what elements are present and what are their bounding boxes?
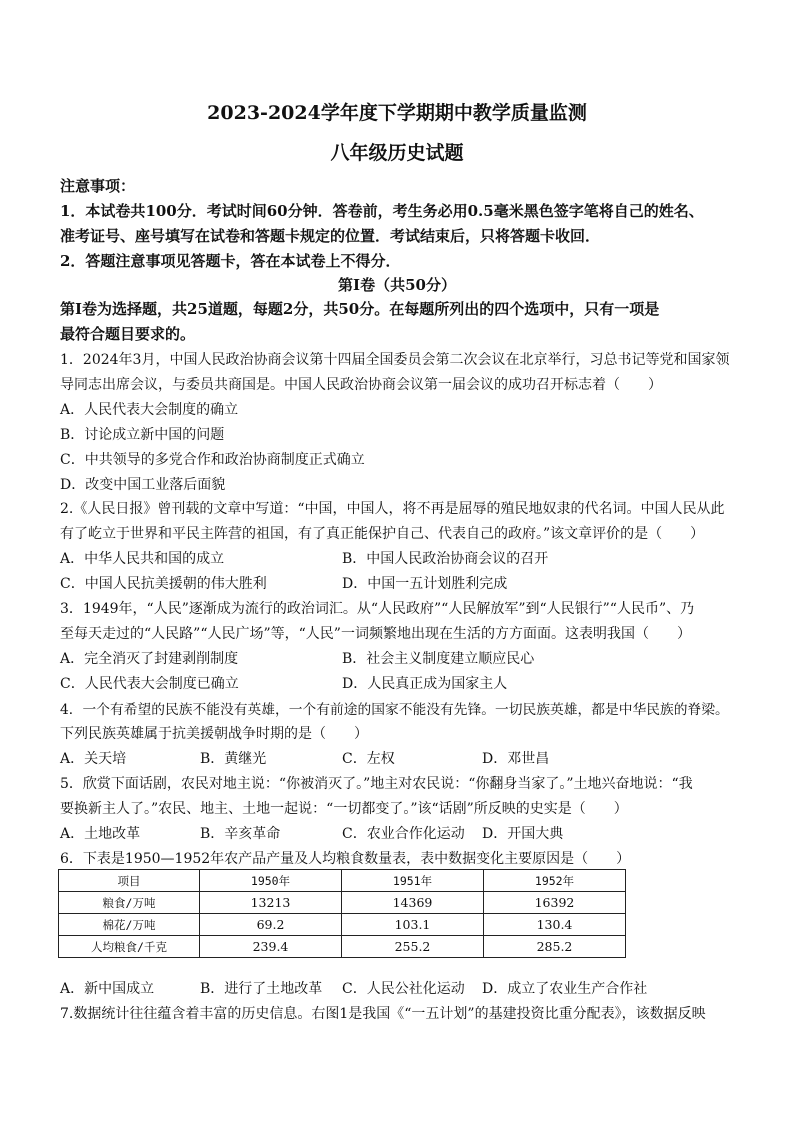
q5-option-d: D．开国大典: [482, 826, 564, 842]
q6-stem-line-1: 6．下表是1950—1952年农产品产量及人均粮食数量表，表中数据变化主要原因是（ ）: [60, 851, 631, 867]
table-cell: 13213: [200, 892, 342, 914]
q4-stem-line-1: 4．一个有希望的民族不能没有英雄，一个有前途的国家不能没有先锋。一切民族英雄，都是中华民族的脊梁。: [60, 702, 729, 718]
table-row-label: 人均粮食/千克: [59, 936, 200, 958]
section-intro-line-2: 最符合题目要求的。: [60, 325, 196, 343]
q3-option-c: C．人民代表大会制度已确立: [60, 676, 239, 692]
q2-stem-line-2: 有了屹立于世界和平民主阵营的祖国，有了真正能保护自己、代表自己的政府。”该文章评价的是（ ）: [60, 526, 705, 542]
q5-stem-line-2: 要换新主人了。”农民、地主、土地一起说：“一切都变了。”该“话剧”所反映的史实是（ ）: [60, 801, 628, 817]
q2-option-d: D．中国一五计划胜利完成: [342, 576, 508, 592]
notice-item-1-line-1: 1．本试卷共100分．考试时间60分钟．答卷前，考生务必用0.5毫米黑色签字笔将自己的姓名、: [60, 202, 704, 220]
table-row: [59, 892, 626, 914]
exam-title: 2023-2024学年度下学期期中教学质量监测: [207, 102, 587, 124]
table-header-cell: 1952年: [484, 870, 626, 892]
table-cell: 285.2: [484, 936, 626, 958]
notice-heading: 注意事项：: [60, 177, 136, 195]
notice-item-2: 2．答题注意事项见答题卡，答在本试卷上不得分．: [60, 252, 401, 270]
section-title: 第Ⅰ卷（共50分）: [338, 276, 456, 294]
q3-option-a: A．完全消灭了封建剥削制度: [60, 651, 239, 667]
q2-stem-line-1: 2.《人民日报》曾刊载的文章中写道：“中国，中国人，将不再是屈辱的殖民地奴隶的代名词。中国人民从此: [60, 501, 725, 517]
exam-subtitle: 八年级历史试题: [330, 142, 464, 164]
q4-option-d: D．邓世昌: [482, 751, 550, 767]
q4-option-c: C．左权: [342, 751, 395, 767]
q5-stem-line-1: 5．欣赏下面话剧，农民对地主说：“你被消灭了。”地主对农民说：“你翻身当家了。”土地兴奋地说：“我: [60, 776, 693, 792]
q6-option-c: C．人民公社化运动: [342, 981, 465, 997]
q1-stem-line-2: 导同志出席会议，与委员共商国是。中国人民政治协商会议第一届会议的成功召开标志着（ ）: [60, 377, 662, 393]
q1-option-d: D．改变中国工业落后面貌: [60, 477, 226, 493]
q6-option-a: A．新中国成立: [60, 981, 155, 997]
table-cell: 130.4: [484, 914, 626, 936]
q4-option-b: B．黄继光: [200, 751, 267, 767]
notice-item-1-line-2: 准考证号、座号填写在试卷和答题卡规定的位置．考试结束后，只将答题卡收回．: [60, 227, 601, 245]
table-cell: 239.4: [200, 936, 342, 958]
table-cell: 14369: [342, 892, 484, 914]
table-cell: 103.1: [342, 914, 484, 936]
table-cell: 16392: [484, 892, 626, 914]
q3-option-d: D．人民真正成为国家主人: [342, 676, 508, 692]
q2-option-a: A．中华人民共和国的成立: [60, 551, 225, 567]
q1-option-b: B．讨论成立新中国的问题: [60, 427, 225, 443]
q6-option-b: B．进行了土地改革: [200, 981, 323, 997]
q6-data-table: [58, 869, 626, 958]
table-header-row: [59, 870, 626, 892]
q1-option-c: C．中共领导的多党合作和政治协商制度正式确立: [60, 452, 365, 468]
q1-option-a: A．人民代表大会制度的确立: [60, 402, 239, 418]
q6-option-d: D．成立了农业生产合作社: [482, 981, 648, 997]
table-cell: 255.2: [342, 936, 484, 958]
table-row: [59, 936, 626, 958]
q3-option-b: B．社会主义制度建立顺应民心: [342, 651, 535, 667]
q5-option-a: A．土地改革: [60, 826, 141, 842]
q3-stem-line-2: 至每天走过的“人民路”“人民广场”等，“人民”一词频繁地出现在生活的方方面面。这表明我国（ ）: [60, 626, 691, 642]
table-header-cell: 1951年: [342, 870, 484, 892]
q7-stem-line-1: 7.数据统计往往蕴含着丰富的历史信息。右图1是我国《“一五计划”的基建投资比重分配表》，该数据反映: [60, 1006, 706, 1022]
table-row-label: 粮食/万吨: [59, 892, 200, 914]
q5-option-c: C．农业合作化运动: [342, 826, 465, 842]
table-row: [59, 914, 626, 936]
q2-option-c: C．中国人民抗美援朝的伟大胜利: [60, 576, 267, 592]
table-row-label: 棉花/万吨: [59, 914, 200, 936]
table-header-cell: 1950年: [200, 870, 342, 892]
q4-stem-line-2: 下列民族英雄属于抗美援朝战争时期的是（ ）: [60, 726, 368, 742]
q4-option-a: A．关天培: [60, 751, 127, 767]
q2-option-b: B．中国人民政治协商会议的召开: [342, 551, 549, 567]
table-header-cell: 项目: [59, 870, 200, 892]
q3-stem-line-1: 3．1949年，“人民”逐渐成为流行的政治词汇。从“人民政府”“人民解放军”到“人民银行”“人民币”、乃: [60, 601, 695, 617]
section-intro-line-1: 第Ⅰ卷为选择题，共25道题，每题2分，共50分。在每题所列出的四个选项中，只有一项是: [60, 300, 660, 318]
q1-stem-line-1: 1．2024年3月，中国人民政治协商会议第十四届全国委员会第二次会议在北京举行，习总书记等党和国家领: [60, 352, 730, 368]
q5-option-b: B．辛亥革命: [200, 826, 281, 842]
table-cell: 69.2: [200, 914, 342, 936]
